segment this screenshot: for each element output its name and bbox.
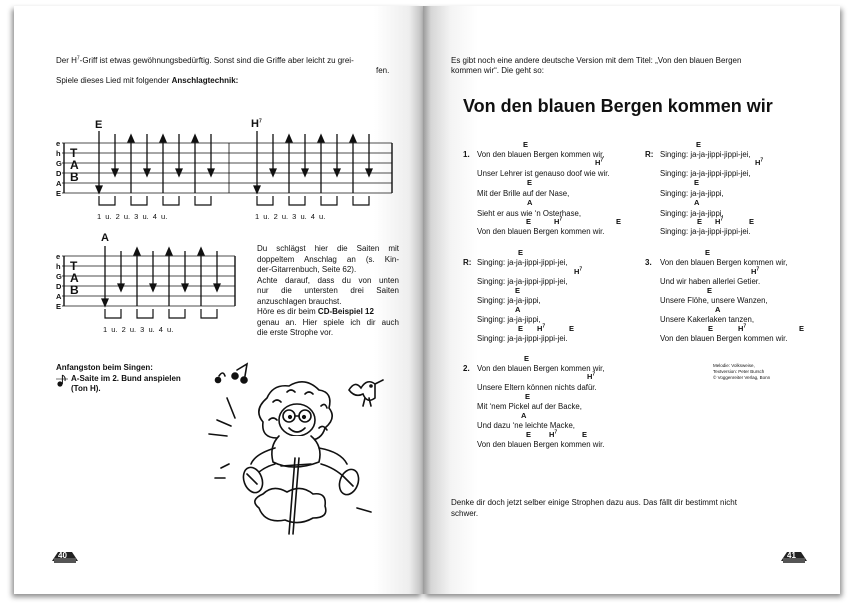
string-names-1: e h G D A E — [56, 139, 62, 198]
refrain-label-2: R: — [463, 258, 472, 267]
string-names-2: e h G D A E — [56, 252, 62, 311]
right-page — [423, 6, 840, 594]
verse-3-line-2: Und wir haben allerlei Getier. — [660, 277, 761, 286]
refrain-left-line-4: Singing: ja-ja-jippi, — [477, 315, 541, 324]
refrain-left-line-5: Singing: ja-ja-jippi-jippi-jei. — [477, 334, 568, 343]
verse-3-line-5: Von den blauen Bergen kommen wir. — [660, 334, 788, 343]
page-number-right: 41 — [787, 551, 796, 560]
outro-line-1: Denke dir doch jetzt selber einige Strophen dazu aus. Das fällt dir bestimmt nicht — [451, 498, 737, 507]
chord: E — [696, 140, 702, 149]
chord: E — [515, 286, 521, 295]
book-spread — [14, 6, 840, 596]
chord: E — [525, 392, 531, 401]
verse-1-line-5: Von den blauen Bergen kommen wir. — [477, 227, 605, 236]
chord: A — [715, 305, 721, 314]
chord: E — [569, 324, 575, 333]
verse-3-number: 3. — [645, 258, 652, 267]
chord: $H^7$ — [587, 371, 596, 381]
verse-2-line-4: Und dazu ‘ne leichte Macke, — [477, 421, 575, 430]
tab-letters-1: T A B — [70, 146, 79, 184]
chord: $H^7$ — [715, 216, 724, 226]
chord-h7-label: $H^7$ — [251, 118, 262, 130]
chord: E — [527, 178, 533, 187]
chord: E — [697, 217, 703, 226]
right-intro-line-1: Es gibt noch eine andere deutsche Version mit dem Titel: „Von den blauen Bergen — [451, 56, 742, 65]
start-tone-title: Anfangston beim Singen: — [56, 363, 153, 372]
chord: E — [582, 430, 588, 439]
start-tone-line-1: A-Saite im 2. Bund anspielen — [71, 374, 181, 383]
chord: E — [616, 217, 622, 226]
refrain-line-3: Singing: ja-ja-jippi, — [660, 189, 724, 198]
chord: $H^7$ — [755, 157, 764, 167]
verse-1-line-4: Sieht er aus wie ‘n Osterhase, — [477, 209, 582, 218]
refrain-left-line-2: Singing: ja-ja-jippi-jippi-jei, — [477, 277, 568, 286]
right-intro-line-2: kommen wir“. Die geht so: — [451, 66, 544, 75]
count-row-1: 1 u. 2 u. 3 u. 4 u. — [97, 212, 168, 221]
verse-2-line-5: Von den blauen Bergen kommen wir. — [477, 440, 605, 449]
chord: A — [527, 198, 533, 207]
chord: $H^7$ — [738, 323, 747, 333]
intro-line-3: Spiele dieses Lied mit folgender Anschlagtechnik: — [56, 76, 239, 85]
technique-description: Du schlägst hier die Saiten mit doppeltem Anschlag an (s. Kin- der-Gitarrenbuch, Seite 62). Achte darauf, dass du von unten nur die untersten drei Saiten anzuschlagen brauchst. Höre es dir beim CD-Beispiel 12 genau an. Hier spiele ich dir auch die erste Strophe vor. — [257, 244, 399, 337]
chord: E — [523, 140, 529, 149]
chord: $H^7$ — [554, 216, 563, 226]
chord: E — [518, 324, 524, 333]
chord: A — [694, 198, 700, 207]
chord: E — [694, 178, 700, 187]
chord: $H^7$ — [537, 323, 546, 333]
refrain-left-line-1: Singing: ja-ja-jippi-jippi-jei, — [477, 258, 568, 267]
chord: E — [518, 248, 524, 257]
verse-2-number: 2. — [463, 364, 470, 373]
verse-1-line-1: Von den blauen Bergen kommen wir, — [477, 150, 605, 159]
verse-3-line-1: Von den blauen Bergen kommen wir, — [660, 258, 788, 267]
start-tone-line-2: (Ton H). — [71, 384, 101, 393]
verse-1-number: 1. — [463, 150, 470, 159]
verse-3-line-4: Unsere Kakerlaken tanzen, — [660, 315, 755, 324]
song-title: Von den blauen Bergen kommen wir — [463, 96, 773, 116]
chord-a-label: A — [101, 232, 109, 244]
chord: E — [708, 324, 714, 333]
left-page — [14, 6, 423, 594]
verse-2-line-1: Von den blauen Bergen kommen wir, — [477, 364, 605, 373]
verse-2-line-2: Unsere Eltern können nichts dafür. — [477, 383, 597, 392]
refrain-line-2: Singing: ja-ja-jippi-jippi-jei, — [660, 169, 751, 178]
note-icon — [56, 374, 70, 388]
refrain-left-line-3: Singing: ja-ja-jippi, — [477, 296, 541, 305]
intro-line-2: fen. — [376, 66, 390, 75]
verse-1-line-3: Mit der Brille auf der Nase, — [477, 189, 570, 198]
chord: $H^7$ — [595, 157, 604, 167]
chord: E — [705, 248, 711, 257]
refrain-line-4: Singing: ja-ja-jippi, — [660, 209, 724, 218]
intro-line-1: Der $H^7$-Griff ist etwas gewöhnungsbedürftig. Sonst sind die Griffe aber leicht zu grei- — [56, 55, 354, 65]
count-row-2: 1 u. 2 u. 3 u. 4 u. — [255, 212, 326, 221]
chord: E — [707, 286, 713, 295]
chord: A — [515, 305, 521, 314]
tab-letters-2: T A B — [70, 259, 79, 297]
chord: E — [524, 354, 530, 363]
chord: E — [526, 430, 532, 439]
credits: Melodie: Volksweise, Textversion: Peter Bursch © Voggenreiter Verlag, Bonn — [713, 363, 771, 380]
count-row-3: 1 u. 2 u. 3 u. 4 u. — [103, 325, 174, 334]
chord: E — [526, 217, 532, 226]
verse-2-line-3: Mit ‘nem Pickel auf der Backe, — [477, 402, 582, 411]
refrain-line-1: Singing: ja-ja-jippi-jippi-jei, — [660, 150, 751, 159]
refrain-label: R: — [645, 150, 654, 159]
chord: $H^7$ — [549, 429, 558, 439]
refrain-line-5: Singing: ja-ja-jippi-jippi-jei. — [660, 227, 751, 236]
chord-e-label: E — [95, 119, 103, 131]
chord: $H^7$ — [751, 266, 760, 276]
verse-1-line-2: Unser Lehrer ist genauso doof wie wir. — [477, 169, 610, 178]
chord: E — [799, 324, 805, 333]
outro-line-2: schwer. — [451, 509, 479, 518]
page-number-left: 40 — [58, 551, 67, 560]
verse-3-line-3: Unsere Flöhe, unsere Wanzen, — [660, 296, 768, 305]
chord: $H^7$ — [574, 266, 583, 276]
cartoon-illustration — [189, 358, 389, 538]
chord: E — [749, 217, 755, 226]
chord: A — [521, 411, 527, 420]
